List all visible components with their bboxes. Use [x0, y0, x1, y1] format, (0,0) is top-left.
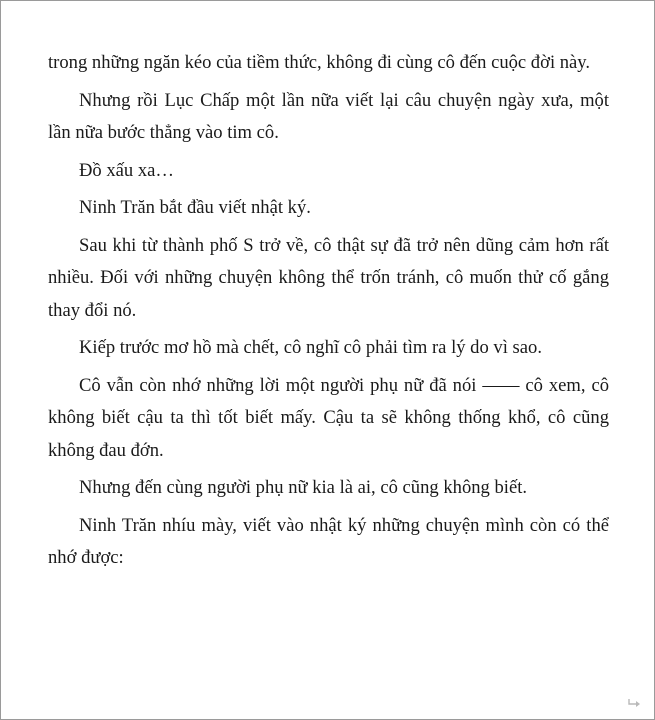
paragraph-6: Kiếp trước mơ hồ mà chết, cô nghĩ cô phải tìm ra lý do vì sao.	[79, 337, 542, 358]
paragraph-1: trong những ngăn kéo của tiềm thức, không đi cùng cô đến cuộc đời này.	[48, 52, 591, 73]
paragraph-5: Sau khi từ thành phố S trở về, cô thật sự đã trở nên dũng cảm hơn rất nhiều. Đối với những chuyện không thể trốn tránh, cô muốn thử cố gắng thay đổi nó.	[48, 234, 609, 321]
paragraph-3: Đồ xấu xa…	[79, 159, 175, 181]
paragraph-7: Cô vẫn còn nhớ những lời một người phụ nữ đã nói —— cô xem, cô không biết cậu ta thì tốt biết mấy. Cậu ta sẽ không thống khổ, cô cũng không đau đớn.	[48, 374, 609, 461]
paragraph-9: Ninh Trăn nhíu mày, viết vào nhật ký những chuyện mình còn có thể nhớ được:	[48, 514, 609, 568]
paragraph-8: Nhưng đến cùng người phụ nữ kia là ai, cô cũng không biết.	[79, 477, 528, 498]
paragraph-2: Nhưng rồi Lục Chấp một lần nữa viết lại câu chuyện ngày xưa, một lần nữa bước thẳng vào tim cô.	[48, 89, 609, 143]
paragraph-4: Ninh Trăn bắt đầu viết nhật ký.	[79, 197, 311, 218]
document-body	[48, 47, 609, 580]
page-corner-arrow-icon	[628, 697, 642, 707]
